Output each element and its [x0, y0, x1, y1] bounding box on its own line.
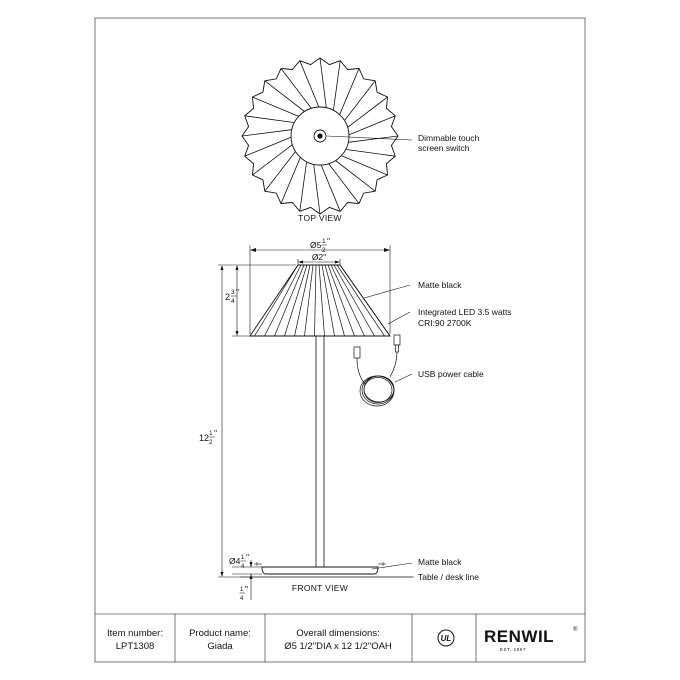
ul-certification-icon [438, 630, 454, 646]
led-callout: Integrated LED 3.5 watts [418, 307, 512, 317]
base-diameter-fraction-num: 1 [241, 555, 245, 561]
overall-height-fraction-den: 2 [209, 439, 213, 446]
pleat-line [281, 157, 300, 203]
base-finish-callout: Matte black [418, 557, 462, 567]
front-pleat-line [305, 265, 314, 336]
base-diameter-dimension: Ø4 [229, 556, 241, 566]
base-diameter-fraction-den: 4 [241, 564, 245, 570]
pleat-line [345, 81, 376, 121]
pleat-line [320, 58, 326, 108]
touch-switch-callout: Dimmable touch [418, 133, 480, 143]
pleat-line [265, 152, 296, 192]
top-view-title: TOP VIEW [298, 213, 342, 223]
pleat-line [329, 164, 359, 204]
shade-front-pleats [255, 265, 391, 336]
item-number-value: LPT1308 [115, 641, 155, 652]
front-pleat-line [275, 265, 305, 336]
front-pleat-line [295, 265, 311, 336]
shade-diameter-fraction-num: 1 [322, 238, 326, 245]
usb-callout-leader [395, 374, 412, 382]
touch-switch-button [317, 133, 322, 138]
shade-finish-callout: Matte black [418, 280, 462, 290]
overall-height-unit: " [214, 428, 218, 438]
brand-established: EST. 1967 [499, 647, 527, 652]
base-diameter-unit: " [246, 552, 250, 562]
shade-height-unit: " [236, 287, 240, 297]
pleat-line [346, 149, 396, 156]
pleat-line [253, 145, 293, 175]
shade-callout-leader [364, 285, 410, 298]
shade-diameter-unit: " [327, 236, 331, 246]
usb-power-cable-drawing [354, 335, 400, 406]
product-name-value: Giada [207, 641, 233, 652]
pleat-line [321, 165, 340, 211]
shade-height-dimension: 2 [225, 292, 231, 302]
table-line-callout: Table / desk line [418, 572, 479, 582]
front-view-title: FRONT VIEW [291, 583, 349, 593]
pleat-line [349, 116, 395, 135]
touch-switch-callout: screen switch [418, 143, 470, 153]
pleat-line [253, 97, 299, 116]
base-thickness-fraction-den: 4 [240, 596, 244, 602]
overall-height-fraction-num: 1 [209, 430, 213, 437]
top-view-drawing [242, 58, 398, 214]
front-view-shade [250, 265, 390, 336]
front-pleat-line [255, 265, 299, 336]
item-number-label: Item number: [107, 628, 163, 639]
pleat-line [245, 137, 291, 156]
pleat-line [265, 81, 305, 112]
led-callout: CRI:90 2700K [418, 318, 472, 328]
front-pleat-line [337, 265, 385, 336]
pleat-line [300, 61, 319, 107]
overall-dimensions-label: Overall dimensions: [296, 628, 380, 639]
pleat-line [314, 164, 320, 214]
pleat-line [341, 156, 387, 175]
led-callout-leader [388, 312, 410, 324]
pleat-line [348, 97, 388, 127]
shade-height-fraction-num: 3 [231, 289, 235, 296]
base-thickness-unit: " [245, 584, 249, 594]
pleat-line [242, 130, 292, 136]
usb-cable-callout: USB power cable [418, 369, 484, 379]
front-pleat-line [315, 265, 317, 336]
pleat-line [245, 116, 295, 123]
svg-text:UL: UL [440, 634, 452, 643]
base-thickness-fraction-num: 1 [240, 587, 244, 593]
shade-diameter-fraction-den: 2 [322, 247, 326, 254]
pleat-line [333, 61, 340, 111]
pleat-line [281, 69, 311, 109]
product-name-label: Product name: [189, 628, 251, 639]
brand-mark: ® [573, 627, 579, 633]
shade-height-fraction-den: 4 [231, 298, 235, 305]
lamp-base [262, 567, 378, 574]
pleat-line [340, 69, 359, 115]
brand-logo: RENWIL [484, 627, 555, 646]
pleat-line [336, 161, 376, 192]
pleat-line [300, 162, 307, 212]
top-diameter-dimension: Ø2" [311, 252, 327, 262]
overall-height-dimension: 12 [199, 433, 210, 443]
shade-diameter-dimension: Ø5 [310, 240, 322, 250]
overall-dimensions-value: Ø5 1/2"DIA x 12 1/2"OAH [284, 641, 392, 652]
front-pleat-line [334, 265, 375, 336]
